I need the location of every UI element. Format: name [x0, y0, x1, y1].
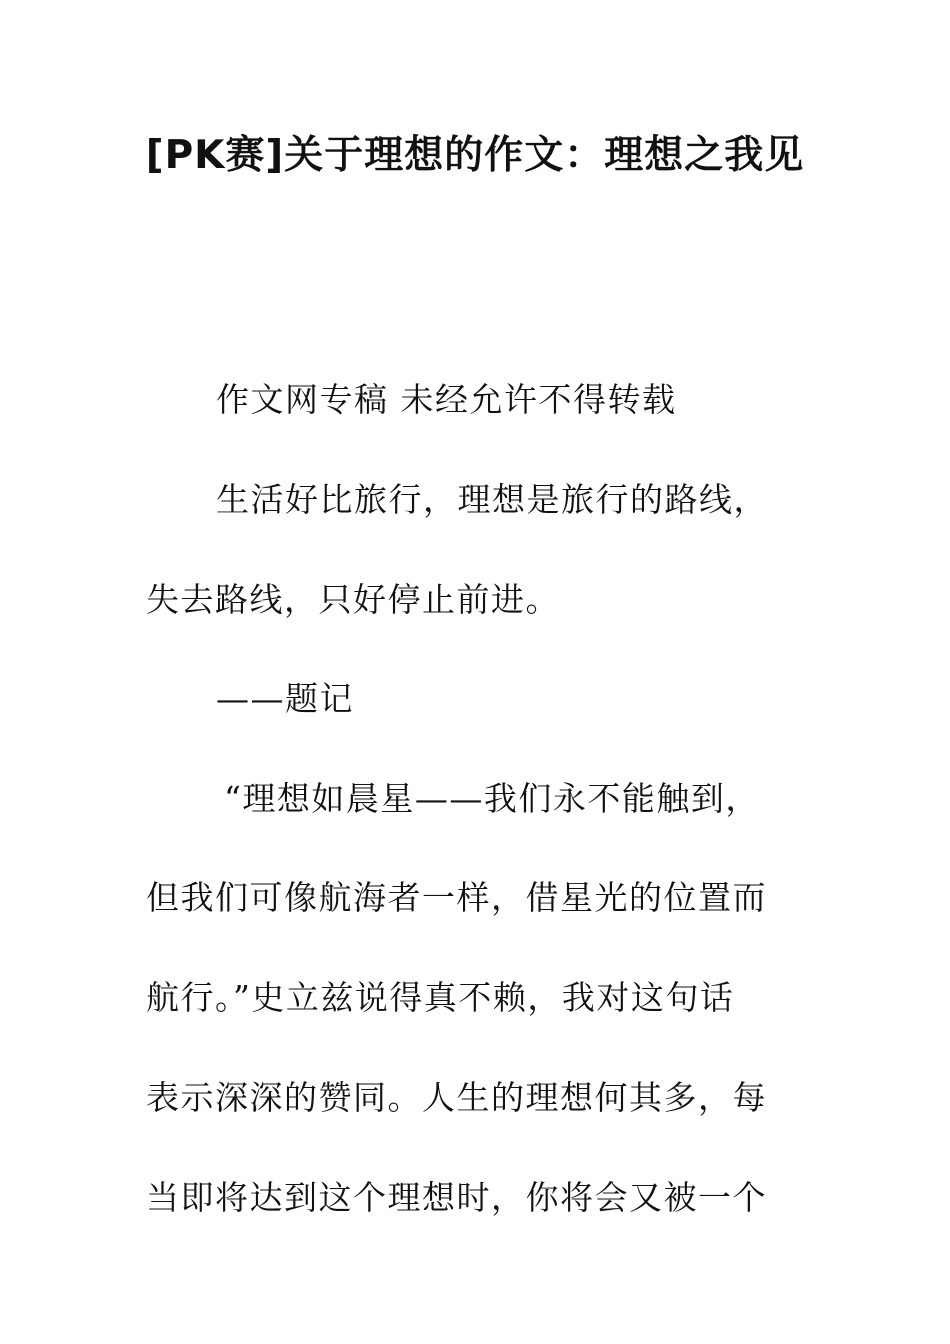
paragraph-line-5: 当即将达到这个理想时，你将会又被一个 — [146, 1178, 767, 1217]
epigraph-line-1: 生活好比旅行，理想是旅行的路线， — [216, 480, 768, 519]
paragraph-line-4: 表示深深的赞同。人生的理想何其多，每 — [146, 1078, 767, 1117]
document-title: [PK赛]关于理想的作文：理想之我见 — [145, 133, 805, 178]
epigraph-attribution: ——题记 — [216, 679, 354, 718]
epigraph-line-2: 失去路线，只好停止前进。 — [146, 580, 560, 619]
copyright-note: 作文网专稿 未经允许不得转载 — [216, 380, 677, 419]
paragraph-line-3: 航行。”史立兹说得真不赖，我对这句话 — [146, 978, 735, 1017]
paragraph-line-1: “理想如晨星——我们永不能触到， — [224, 779, 760, 818]
paragraph-line-2: 但我们可像航海者一样，借星光的位置而 — [146, 878, 767, 917]
